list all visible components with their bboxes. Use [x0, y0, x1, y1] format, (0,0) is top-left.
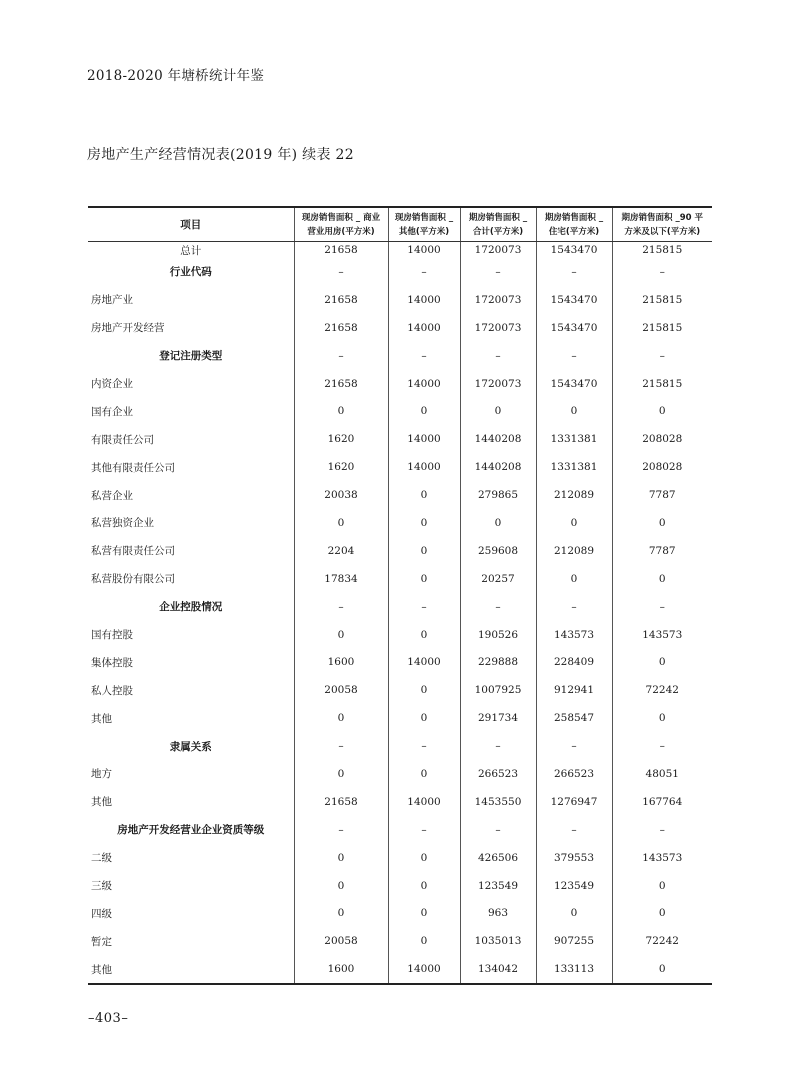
- cell-value: –: [460, 816, 536, 844]
- table-row: [88, 872, 712, 900]
- cell-value: 21658: [294, 286, 388, 314]
- cell-value: –: [460, 342, 536, 370]
- cell-value: 14000: [388, 242, 460, 259]
- cell-value: 208028: [612, 453, 712, 481]
- cell-value: 1600: [294, 955, 388, 984]
- cell-value: 426506: [460, 844, 536, 872]
- cell-value: 0: [612, 648, 712, 676]
- statistics-table: [88, 206, 712, 985]
- cell-value: 1543470: [536, 314, 612, 342]
- cell-value: 21658: [294, 314, 388, 342]
- cell-value: –: [460, 258, 536, 286]
- cell-value: 1720073: [460, 314, 536, 342]
- cell-value: 123549: [536, 872, 612, 900]
- cell-value: 72242: [612, 927, 712, 955]
- cell-value: 0: [612, 397, 712, 425]
- cell-value: 212089: [536, 481, 612, 509]
- cell-value: –: [294, 732, 388, 760]
- cell-value: –: [612, 342, 712, 370]
- column-header-line: 期房销售面积 _: [544, 212, 604, 223]
- cell-value: 0: [294, 397, 388, 425]
- row-label: 其他: [91, 963, 112, 976]
- cell-value: 0: [460, 397, 536, 425]
- cell-value: 2204: [294, 537, 388, 565]
- cell-value: –: [612, 258, 712, 286]
- cell-value: 1620: [294, 425, 388, 453]
- cell-value: 0: [388, 872, 460, 900]
- cell-value: 167764: [612, 788, 712, 816]
- cell-value: 1620: [294, 453, 388, 481]
- cell-value: 0: [612, 872, 712, 900]
- cell-value: –: [460, 593, 536, 621]
- column-header-presale-90sqm: [612, 207, 712, 242]
- cell-value: –: [612, 732, 712, 760]
- cell-value: 279865: [460, 481, 536, 509]
- cell-value: 20038: [294, 481, 388, 509]
- table-row: [88, 509, 712, 537]
- table-row: [88, 788, 712, 816]
- row-label: 总计: [180, 244, 202, 257]
- row-group-heading: 房地产开发经营业企业资质等级: [117, 824, 265, 837]
- cell-value: 14000: [388, 425, 460, 453]
- cell-value: –: [388, 258, 460, 286]
- cell-value: 0: [388, 397, 460, 425]
- cell-value: 0: [612, 899, 712, 927]
- cell-value: 14000: [388, 286, 460, 314]
- cell-value: –: [536, 593, 612, 621]
- data-table-container: [88, 206, 712, 985]
- cell-value: 48051: [612, 760, 712, 788]
- cell-value: –: [294, 342, 388, 370]
- column-header-line: 方米及以下(平方米): [624, 226, 701, 237]
- cell-value: 912941: [536, 676, 612, 704]
- cell-value: 0: [388, 537, 460, 565]
- cell-value: 0: [536, 565, 612, 593]
- table-row: [88, 537, 712, 565]
- cell-value: 1453550: [460, 788, 536, 816]
- cell-value: 21658: [294, 788, 388, 816]
- row-label: 国有企业: [91, 405, 133, 418]
- table-row: [88, 481, 712, 509]
- cell-value: 0: [294, 844, 388, 872]
- cell-value: 0: [388, 760, 460, 788]
- table-body: [88, 242, 712, 985]
- cell-value: 1543470: [536, 242, 612, 259]
- table-row: [88, 397, 712, 425]
- cell-value: 20058: [294, 927, 388, 955]
- cell-value: 14000: [388, 314, 460, 342]
- cell-value: 1276947: [536, 788, 612, 816]
- row-label: 私人控股: [91, 684, 133, 697]
- row-label: 内资企业: [91, 378, 133, 390]
- row-label: 三级: [91, 880, 112, 893]
- cell-value: 1543470: [536, 286, 612, 314]
- table-row: [88, 816, 712, 844]
- row-label: 私营独资企业: [91, 517, 154, 530]
- row-label: 国有控股: [91, 629, 133, 642]
- cell-value: 0: [536, 509, 612, 537]
- cell-value: –: [388, 816, 460, 844]
- row-label: 集体控股: [91, 656, 133, 669]
- cell-value: 143573: [612, 844, 712, 872]
- cell-value: 0: [294, 509, 388, 537]
- row-group-heading: 行业代码: [169, 266, 212, 279]
- cell-value: 0: [294, 704, 388, 732]
- cell-value: 215815: [612, 370, 712, 398]
- row-label: 房地产开发经营: [91, 322, 165, 335]
- cell-value: 1720073: [460, 370, 536, 398]
- cell-value: 212089: [536, 537, 612, 565]
- table-header: [88, 207, 712, 242]
- cell-value: 143573: [612, 621, 712, 649]
- cell-value: 1720073: [460, 286, 536, 314]
- column-header-line: 期房销售面积 _90 平: [621, 212, 703, 223]
- cell-value: 14000: [388, 788, 460, 816]
- cell-value: 7787: [612, 481, 712, 509]
- cell-value: 379553: [536, 844, 612, 872]
- table-row: [88, 342, 712, 370]
- cell-value: 228409: [536, 648, 612, 676]
- cell-value: 72242: [612, 676, 712, 704]
- cell-value: –: [294, 593, 388, 621]
- cell-value: –: [536, 342, 612, 370]
- cell-value: –: [294, 258, 388, 286]
- table-row: [88, 704, 712, 732]
- cell-value: 14000: [388, 453, 460, 481]
- table-row: [88, 286, 712, 314]
- cell-value: 20058: [294, 676, 388, 704]
- cell-value: 215815: [612, 242, 712, 259]
- cell-value: 143573: [536, 621, 612, 649]
- cell-value: –: [536, 258, 612, 286]
- column-header-presale-total: [460, 207, 536, 242]
- column-header-item: 项目: [88, 207, 294, 242]
- cell-value: 0: [388, 927, 460, 955]
- cell-value: 0: [388, 844, 460, 872]
- row-label: 私营股份有限公司: [91, 573, 175, 586]
- cell-value: 123549: [460, 872, 536, 900]
- cell-value: 0: [388, 899, 460, 927]
- table-row: [88, 453, 712, 481]
- cell-value: 0: [388, 509, 460, 537]
- row-group-heading: 企业控股情况: [159, 601, 223, 614]
- cell-value: 14000: [388, 370, 460, 398]
- table-row: [88, 676, 712, 704]
- column-header-line: 住宅(平方米): [548, 226, 600, 237]
- cell-value: 266523: [460, 760, 536, 788]
- table-row: [88, 732, 712, 760]
- cell-value: 134042: [460, 955, 536, 984]
- table-row: [88, 927, 712, 955]
- cell-value: 259608: [460, 537, 536, 565]
- cell-value: 0: [536, 899, 612, 927]
- table-row: [88, 565, 712, 593]
- row-group-heading: 登记注册类型: [159, 350, 223, 363]
- column-header-current-commercial: [294, 207, 388, 242]
- cell-value: 0: [612, 509, 712, 537]
- row-label: 地方: [91, 768, 112, 781]
- cell-value: 190526: [460, 621, 536, 649]
- table-row: [88, 844, 712, 872]
- cell-value: 1440208: [460, 453, 536, 481]
- cell-value: 0: [294, 899, 388, 927]
- cell-value: 7787: [612, 537, 712, 565]
- page-number: –403–: [88, 1011, 129, 1026]
- table-row: [88, 593, 712, 621]
- cell-value: –: [294, 816, 388, 844]
- cell-value: 0: [612, 955, 712, 984]
- row-label: 私营企业: [91, 489, 133, 502]
- cell-value: 21658: [294, 370, 388, 398]
- table-row: [88, 621, 712, 649]
- cell-value: 0: [294, 872, 388, 900]
- cell-value: 0: [294, 621, 388, 649]
- cell-value: –: [536, 816, 612, 844]
- column-header-line: 其他(平方米): [398, 226, 450, 237]
- cell-value: 258547: [536, 704, 612, 732]
- cell-value: 0: [388, 565, 460, 593]
- cell-value: 0: [612, 704, 712, 732]
- table-row: [88, 760, 712, 788]
- column-header-presale-residential: [536, 207, 612, 242]
- table-row: [88, 648, 712, 676]
- cell-value: 133113: [536, 955, 612, 984]
- cell-value: 21658: [294, 242, 388, 259]
- running-header: 2018-2020 年塘桥统计年鉴: [87, 68, 265, 84]
- cell-value: 1600: [294, 648, 388, 676]
- cell-value: 1720073: [460, 242, 536, 259]
- table-title: 房地产生产经营情况表(2019 年) 续表 22: [87, 147, 354, 163]
- row-label: 其他: [91, 796, 112, 809]
- row-label: 暂定: [91, 935, 112, 948]
- cell-value: –: [388, 732, 460, 760]
- cell-value: 20257: [460, 565, 536, 593]
- cell-value: 1543470: [536, 370, 612, 398]
- row-label: 其他: [91, 712, 112, 725]
- cell-value: –: [612, 816, 712, 844]
- cell-value: 229888: [460, 648, 536, 676]
- cell-value: 0: [460, 509, 536, 537]
- column-header-line: 合计(平方米): [472, 226, 524, 237]
- table-row: [88, 258, 712, 286]
- cell-value: 17834: [294, 565, 388, 593]
- cell-value: 0: [388, 704, 460, 732]
- cell-value: 907255: [536, 927, 612, 955]
- cell-value: 0: [388, 676, 460, 704]
- cell-value: 14000: [388, 648, 460, 676]
- cell-value: 215815: [612, 286, 712, 314]
- cell-value: 1331381: [536, 453, 612, 481]
- cell-value: 1035013: [460, 927, 536, 955]
- table-row: [88, 370, 712, 398]
- cell-value: 0: [612, 565, 712, 593]
- row-label: 房地产业: [91, 294, 133, 307]
- cell-value: –: [460, 732, 536, 760]
- column-header-line: 现房销售面积 _: [394, 212, 454, 223]
- row-label: 四级: [91, 907, 112, 920]
- column-header-current-other: [388, 207, 460, 242]
- row-label: 其他有限责任公司: [91, 461, 175, 474]
- cell-value: 266523: [536, 760, 612, 788]
- cell-value: 963: [460, 899, 536, 927]
- cell-value: 0: [388, 621, 460, 649]
- table-row: [88, 425, 712, 453]
- row-label: 二级: [91, 852, 112, 865]
- row-label: 私营有限责任公司: [91, 545, 175, 558]
- column-header-line: 营业用房(平方米): [307, 226, 375, 237]
- cell-value: 215815: [612, 314, 712, 342]
- table-row: [88, 242, 712, 259]
- table-row: [88, 955, 712, 984]
- cell-value: 1440208: [460, 425, 536, 453]
- cell-value: 0: [388, 481, 460, 509]
- cell-value: 0: [294, 760, 388, 788]
- cell-value: –: [388, 593, 460, 621]
- cell-value: 291734: [460, 704, 536, 732]
- row-group-heading: 隶属关系: [169, 740, 212, 753]
- cell-value: 208028: [612, 425, 712, 453]
- column-header-line: 现房销售面积 _ 商业: [301, 212, 381, 223]
- cell-value: –: [536, 732, 612, 760]
- row-label: 有限责任公司: [91, 433, 154, 446]
- column-header-line: 期房销售面积 _: [468, 212, 528, 223]
- cell-value: 0: [536, 397, 612, 425]
- cell-value: 14000: [388, 955, 460, 984]
- cell-value: –: [612, 593, 712, 621]
- cell-value: 1007925: [460, 676, 536, 704]
- table-row: [88, 899, 712, 927]
- table-row: [88, 314, 712, 342]
- cell-value: –: [388, 342, 460, 370]
- cell-value: 1331381: [536, 425, 612, 453]
